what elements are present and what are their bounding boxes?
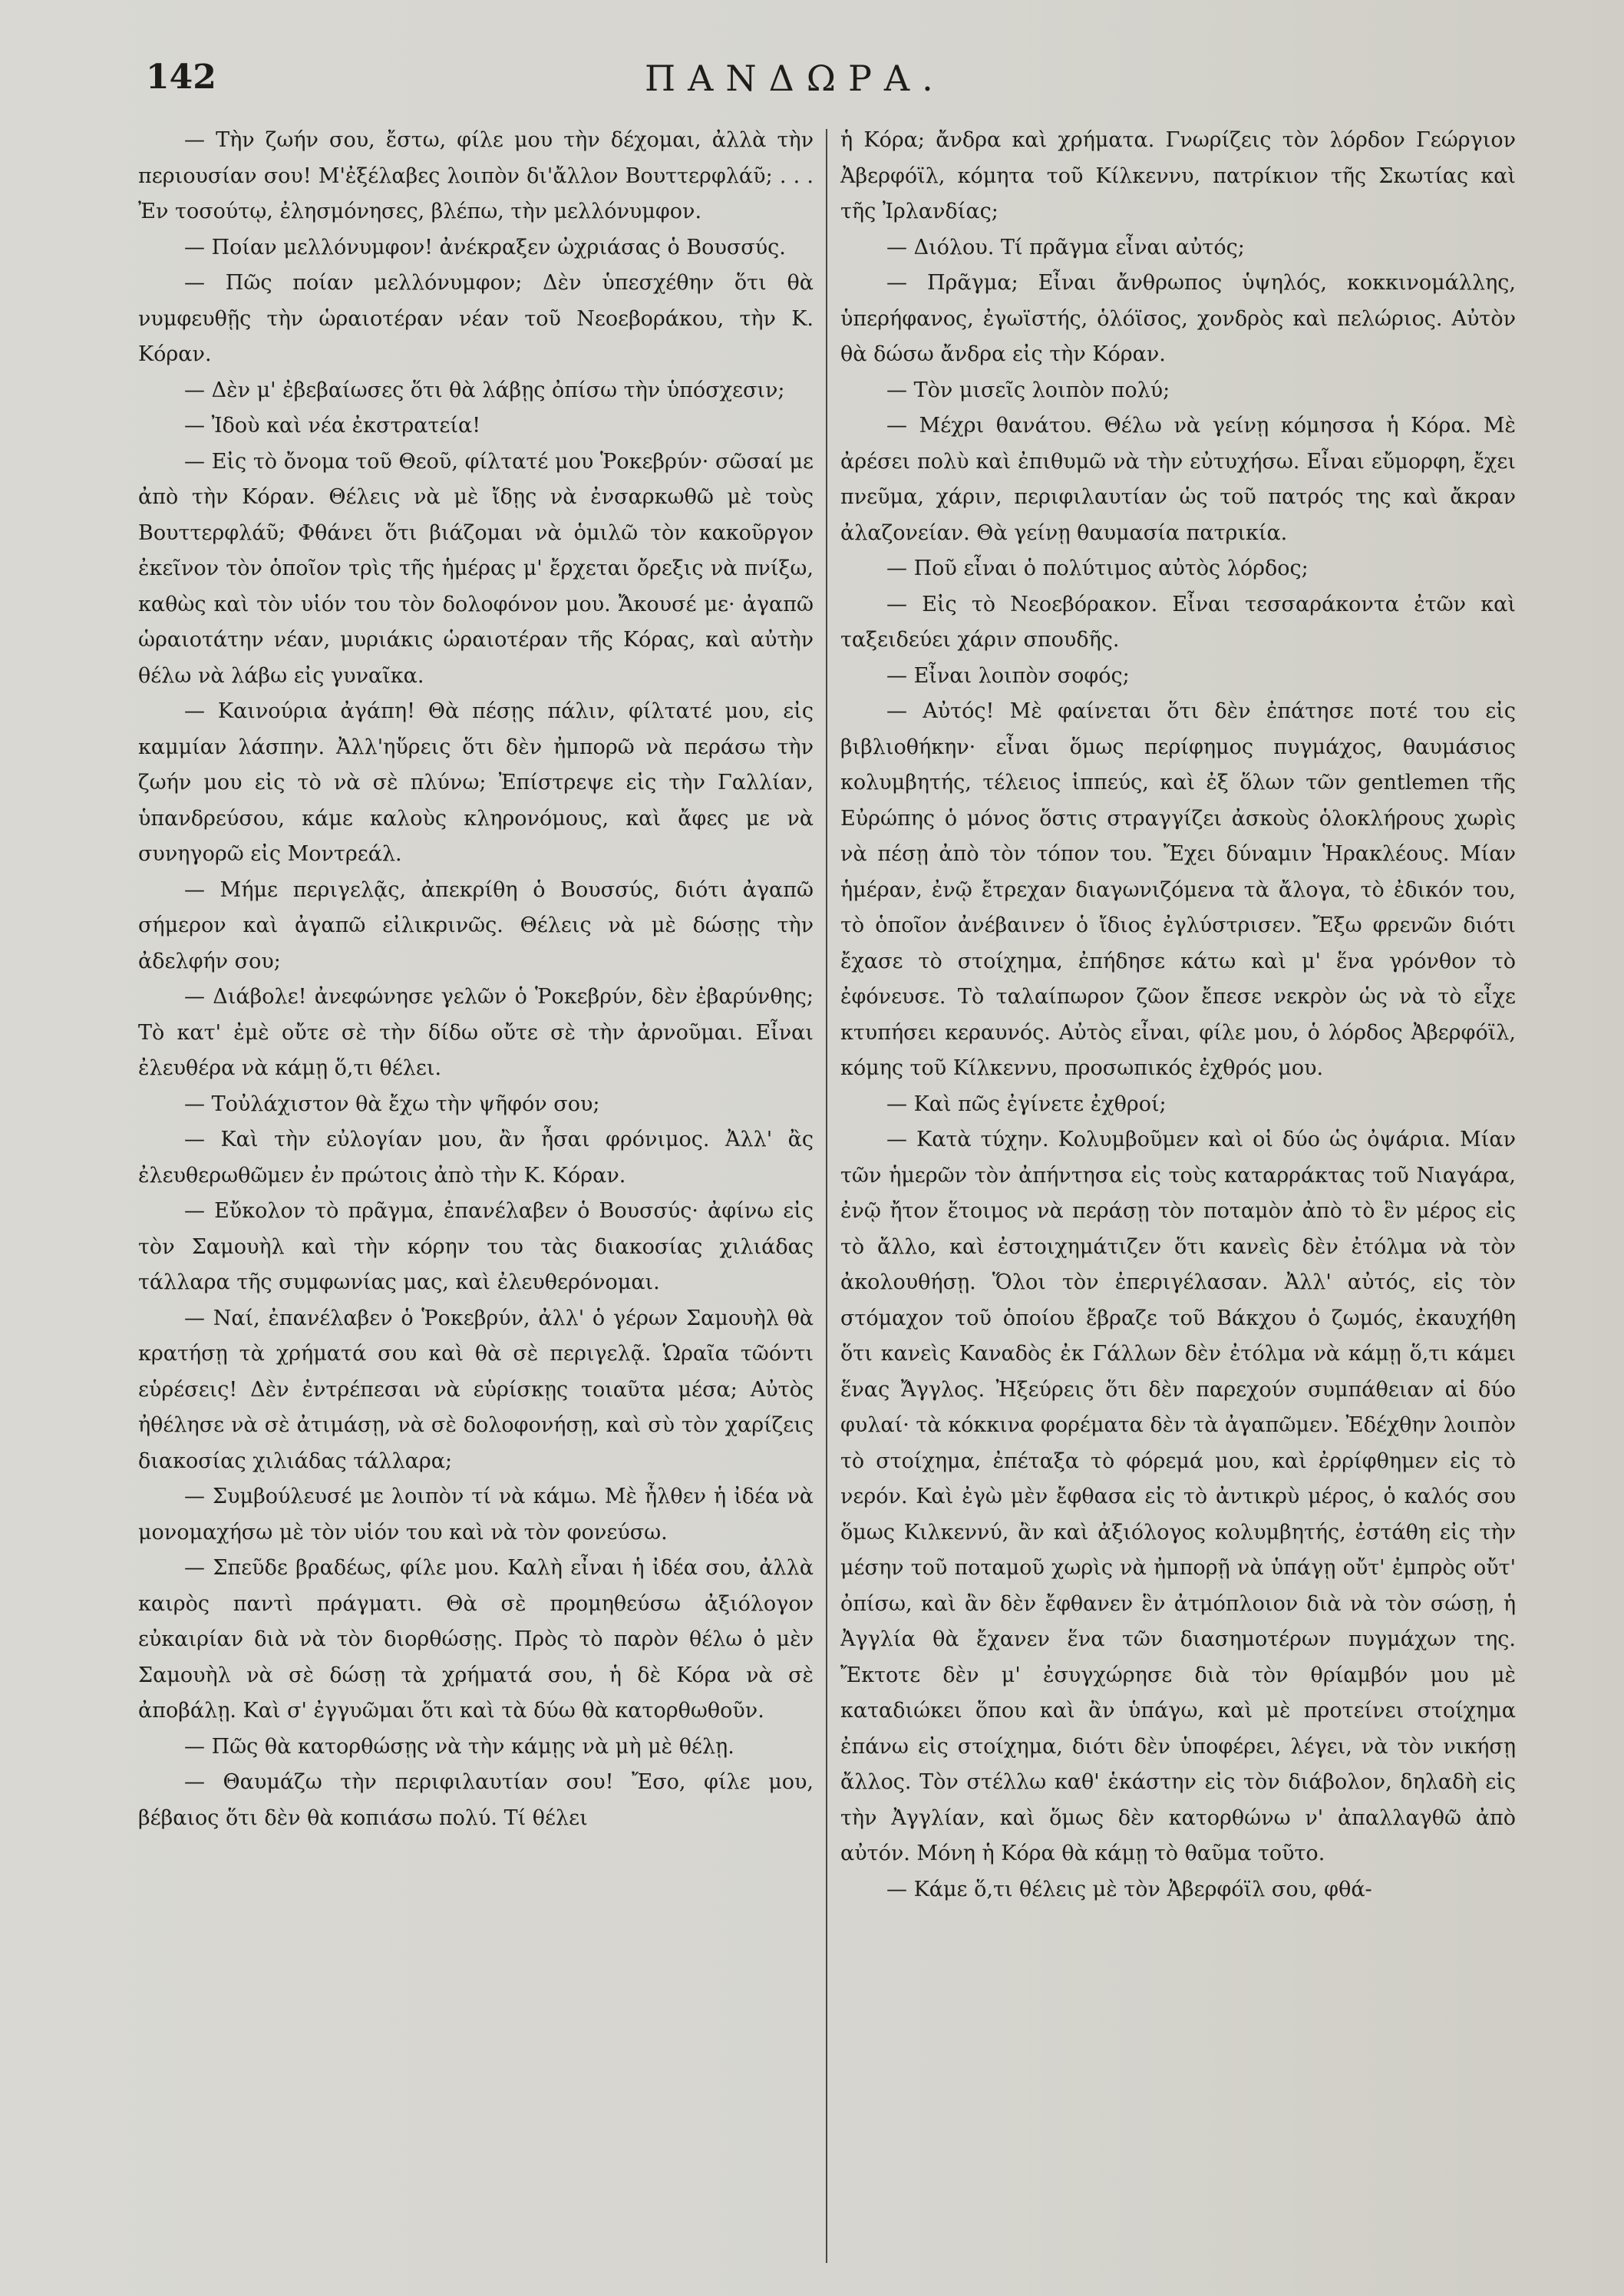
text-columns bbox=[138, 123, 1531, 2272]
paragraph: — Συμβούλευσέ με λοιπὸν τί νὰ κάμω. Μὲ ἦλθεν ἡ ἰδέα νὰ μονομαχήσω μὲ τὸν υἱόν του καὶ νὰ τὸν φονεύσω. bbox=[138, 1485, 814, 1544]
paragraph: — Θαυμάζω τὴν περιφιλαυτίαν σου! Ἔσο, φίλε μου, βέβαιος ὅτι δὲν θὰ κοπιάσω πολύ. Τί θέλει bbox=[138, 1770, 814, 1830]
right-column bbox=[840, 123, 1516, 2272]
paragraph: — Αὐτός! Μὲ φαίνεται ὅτι δὲν ἐπάτησε ποτέ του εἰς βιβλιοθήκην· εἶναι ὅμως περίφημος πυγμάχος, θαυμάσιος κολυμβητής, τέλειος ἱππεύς, καὶ ἐξ ὅλων τῶν gentlemen τῆς Εὐρώπης ὁ μόνος ὅστις στραγγίζει ἀσκοὺς ὁλοκλήρους χωρὶς νὰ πέσῃ ἀπὸ τὸν τόπον του. Ἔχει δύναμιν Ἡρακλέους. Μίαν ἡμέραν, ἐνῷ ἔτρεχαν διαγωνιζόμενα τὰ ἄλογα, τὸ ἐδικόν του, τὸ ὁποῖον ἀνέβαινεν ὁ ἴδιος ἐγλύστρισεν. Ἔξω φρενῶν διότι ἔχασε τὸ στοίχημα, ἐπήδησε κάτω καὶ μ' ἕνα γρόνθον τὸ ἐφόνευσε. Τὸ ταλαίπωρον ζῶον ἔπεσε νεκρὸν ὡς νὰ τὸ εἶχε κτυπήσει κεραυνός. Αὐτὸς εἶναι, φίλε μου, ὁ λόρδος Ἀβερφόϊλ, κόμης τοῦ Κίλκεννυ, προσωπικός ἐχθρός μου. bbox=[840, 699, 1516, 1080]
paragraph: ἡ Κόρα; ἄνδρα καὶ χρήματα. Γνωρίζεις τὸν λόρδον Γεώργιον Ἀβερφόϊλ, κόμητα τοῦ Κίλκεννυ, πατρίκιον τῆς Σκωτίας καὶ τῆς Ἰρλανδίας; bbox=[840, 128, 1516, 223]
paragraph: — Εὔκολον τὸ πρᾶγμα, ἐπανέλαβεν ὁ Βουσσύς· ἀφίνω εἰς τὸν Σαμουὴλ καὶ τὴν κόρην του τὰς διακοσίας χιλιάδας τάλλαρα τῆς συμφωνίας μας, καὶ ἐλευθερόνομαι. bbox=[138, 1199, 814, 1294]
paragraph: — Διόλου. Τί πρᾶγμα εἶναι αὐτός; bbox=[886, 235, 1245, 259]
paragraph: — Κάμε ὅ,τι θέλεις μὲ τὸν Ἀβερφόϊλ σου, φθά- bbox=[886, 1877, 1372, 1901]
page-header bbox=[146, 58, 1543, 111]
paragraph: — Τὸν μισεῖς λοιπὸν πολύ; bbox=[886, 378, 1170, 402]
paragraph: — Καινούρια ἀγάπη! Θὰ πέσῃς πάλιν, φίλτατέ μου, εἰς καμμίαν λάσπην. Ἀλλ'ηὕρεις ὅτι δὲν ἠμπορῶ νὰ περάσω τὴν ζωήν μου εἰς τὸ νὰ σὲ πλύνω; Ἐπίστρεψε εἰς τὴν Γαλλίαν, ὑπανδρεύσου, κάμε καλοὺς κληρονόμους, καὶ ἄφες με νὰ συνηγορῶ εἰς Μοντρεάλ. bbox=[138, 699, 814, 866]
paragraph: — Πρᾶγμα; Εἶναι ἄνθρωπος ὑψηλός, κοκκινομάλλης, ὑπερήφανος, ἐγωϊστής, ὁλόϊσος, χονδρὸς καὶ πελώριος. Αὐτὸν θὰ δώσω ἄνδρα εἰς τὴν Κόραν. bbox=[840, 271, 1516, 366]
paragraph: — Τοὐλάχιστον θὰ ἔχω τὴν ψῆφόν σου; bbox=[184, 1092, 600, 1116]
paragraph: — Δὲν μ' ἐβεβαίωσες ὅτι θὰ λάβῃς ὀπίσω τὴν ὑπόσχεσιν; bbox=[184, 378, 785, 402]
paragraph: — Τὴν ζωήν σου, ἔστω, φίλε μου τὴν δέχομαι, ἀλλὰ τὴν περιουσίαν σου! Μ'ἐξέλαβες λοιπὸν δι'ἄλλον Βουττερφλάῦ; . . . Ἐν τοσούτῳ, ἐλησμόνησες, βλέπω, τὴν μελλόνυμφον. bbox=[138, 128, 814, 223]
paragraph: — Διάβολε! ἀνεφώνησε γελῶν ὁ Ῥοκεβρύν, δὲν ἐβαρύνθης; Τὸ κατ' ἐμὲ οὔτε σὲ τὴν δίδω οὔτε σὲ τὴν ἀρνοῦμαι. Εἶναι ἐλευθέρα νὰ κάμῃ ὅ,τι θέλει. bbox=[138, 985, 814, 1080]
paragraph: — Ποῦ εἶναι ὁ πολύτιμος αὐτὸς λόρδος; bbox=[886, 557, 1309, 580]
paragraph: — Ναί, ἐπανέλαβεν ὁ Ῥοκεβρύν, ἀλλ' ὁ γέρων Σαμουὴλ θὰ κρατήσῃ τὰ χρήματά σου καὶ θὰ σὲ περιγελᾷ. Ὡραῖα τῶόντι εὑρέσεις! Δὲν ἐντρέπεσαι νὰ εὑρίσκῃς τοιαῦτα μέσα; Αὐτὸς ἠθέλησε νὰ σὲ ἀτιμάσῃ, νὰ σὲ δολοφονήσῃ, καὶ σὺ τὸν χαρίζεις διακοσίας χιλιάδας τάλλαρα; bbox=[138, 1306, 814, 1473]
running-title: ΠΑΝΔΩΡΑ. bbox=[645, 58, 946, 99]
paragraph: — Πῶς θὰ κατορθώσῃς νὰ τὴν κάμῃς νὰ μὴ μὲ θέλῃ. bbox=[184, 1734, 734, 1759]
paragraph: — Καὶ τὴν εὐλογίαν μου, ἂν ἦσαι φρόνιμος. Ἀλλ' ἂς ἐλευθερωθῶμεν ἐν πρώτοις ἀπὸ τὴν Κ. Κόραν. bbox=[138, 1128, 814, 1188]
paragraph: — Εἰς τὸ Νεοεβόρακον. Εἶναι τεσσαράκοντα ἐτῶν καὶ ταξειδεύει χάριν σπουδῆς. bbox=[840, 592, 1516, 652]
paragraph: — Ἰδοὺ καὶ νέα ἐκστρατεία! bbox=[184, 414, 481, 438]
paragraph: — Σπεῦδε βραδέως, φίλε μου. Καλὴ εἶναι ἡ ἰδέα σου, ἀλλὰ καιρὸς παντὶ πράγματι. Θὰ σὲ προμηθεύσω ἀξιόλογον εὐκαιρίαν διὰ νὰ τὸν διορθώσῃς. Πρὸς τὸ παρὸν θέλω ὁ μὲν Σαμουὴλ νὰ σὲ δώσῃ τὰ χρήματά σου, ἡ δὲ Κόρα νὰ σὲ ἀποβάλῃ. Καὶ σ' ἐγγυῶμαι ὅτι καὶ τὰ δύω θὰ κατορθωθοῦν. bbox=[138, 1556, 814, 1723]
paragraph: — Μέχρι θανάτου. Θέλω νὰ γείνῃ κόμησσα ἡ Κόρα. Μὲ ἀρέσει πολὺ καὶ ἐπιθυμῶ νὰ τὴν εὐτυχήσω. Εἶναι εὔμορφη, ἔχει πνεῦμα, χάριν, περιφιλαυτίαν ὡς τοῦ πατρός της καὶ ἄκραν ἀλαζονείαν. Θὰ γείνῃ θαυμασία πατρικία. bbox=[840, 414, 1516, 545]
paragraph: — Κατὰ τύχην. Κολυμβοῦμεν καὶ οἱ δύο ὡς ὀψάρια. Μίαν τῶν ἡμερῶν τὸν ἀπήντησα εἰς τοὺς καταρράκτας τοῦ Νιαγάρα, ἐνῷ ἤτον ἕτοιμος νὰ περάσῃ τὸν ποταμὸν ἀπὸ τὸ ἓν μέρος εἰς τὸ ἄλλο, καὶ ἐστοιχημάτιζεν ὅτι κανεὶς δὲν ἐτόλμα νὰ τὸν ἀκολουθήσῃ. Ὅλοι τὸν ἐπεριγέλασαν. Ἀλλ' αὐτός, εἰς τὸν στόμαχον τοῦ ὁποίου ἔβραζε τοῦ Βάκχου ὁ ζωμός, ἐκαυχήθη ὅτι κανεὶς Καναδὸς ἐκ Γάλλων δὲν ἐτόλμα νὰ κάμῃ ὅ,τι κάμει ἕνας Ἄγγλος. Ἠξεύρεις ὅτι δὲν παρεχούν συμπάθειαν αἱ δύο φυλαί· τὰ κόκκινα φορέματα δὲν τὰ ἀγαπῶμεν. Ἐδέχθην λοιπὸν τὸ στοίχημα, ἐπέταξα τὸ φόρεμά μου, καὶ ἐρρίφθημεν εἰς τὸ νερόν. Καὶ ἐγὼ μὲν ἔφθασα εἰς τὸ ἀντικρὺ μέρος, ὁ καλός σου ὅμως Κιλκεννύ, ἂν καὶ ἀξιόλογος κολυμβητής, ἐστάθη εἰς τὴν μέσην τοῦ ποταμοῦ χωρὶς νὰ ἠμπορῇ νὰ ὑπάγῃ οὔτ' ἐμπρὸς οὔτ' ὀπίσω, καὶ ἂν δὲν ἔφθανεν ἓν ἀτμόπλοιον διὰ νὰ τὸν σώσῃ, ἡ Ἀγγλία θὰ ἔχανεν ἕνα τῶν διασημοτέρων πυγμάχων της. Ἔκτοτε δὲν μ' ἐσυγχώρησε διὰ τὸν θρίαμβόν μου μὲ καταδιώκει ὅπου καὶ ἂν ὑπάγω, καὶ μὲ προτείνει στοίχημα ἐπάνω εἰς στοίχημα, διότι δὲν ὑποφέρει, λέγει, νὰ τὸν νικήσῃ ἄλλος. Τὸν στέλλω καθ' ἑκάστην εἰς τὸν διάβολον, δηλαδὴ εἰς τὴν Ἀγγλίαν, καὶ ὅμως δὲν κατορθώνω ν' ἀπαλλαγθῶ ἀπὸ αὐτόν. Μόνη ἡ Κόρα θὰ κάμῃ τὸ θαῦμα τοῦτο. bbox=[840, 1128, 1516, 1865]
page-number: 142 bbox=[146, 58, 216, 97]
left-column bbox=[138, 123, 814, 2272]
paragraph: — Ποίαν μελλόνυμφον! ἀνέκραξεν ὠχριάσας ὁ Βουσσύς. bbox=[184, 235, 786, 259]
column-divider bbox=[826, 129, 827, 2263]
paragraph: — Μήμε περιγελᾷς, ἀπεκρίθη ὁ Βουσσύς, διότι ἀγαπῶ σήμερον καὶ ἀγαπῶ εἰλικρινῶς. Θέλεις νὰ μὲ δώσῃς τὴν ἀδελφήν σου; bbox=[138, 877, 814, 973]
paragraph: — Εἶναι λοιπὸν σοφός; bbox=[886, 663, 1130, 688]
paragraph: — Πῶς ποίαν μελλόνυμφον; Δὲν ὑπεσχέθην ὅτι θὰ νυμφευθῇς τὴν ὡραιοτέραν νέαν τοῦ Νεοεβοράκου, τὴν Κ. Κόραν. bbox=[138, 271, 814, 366]
paragraph: — Εἰς τὸ ὄνομα τοῦ Θεοῦ, φίλτατέ μου Ῥοκεβρύν· σῶσαί με ἀπὸ τὴν Κόραν. Θέλεις νὰ μὲ ἴδῃς νὰ ἐνσαρκωθῶ μὲ τοὺς Βουττερφλάῦ; Φθάνει ὅτι βιάζομαι νὰ ὁμιλῶ τὸν κακοῦργον ἐκεῖνον τὸν ὁποῖον τρὶς τῆς ἡμέρας μ' ἔρχεται ὄρεξις νὰ πνίξω, καθὼς καὶ τὸν υἱόν του τὸν δολοφόνον μου. Ἄκουσέ με· ἀγαπῶ ὡραιοτάτην νέαν, μυριάκις ὡραιοτέραν τῆς Κόρας, καὶ αὐτὴν θέλω νὰ λάβω εἰς γυναῖκα. bbox=[138, 449, 814, 688]
paragraph: — Καὶ πῶς ἐγίνετε ἐχθροί; bbox=[886, 1092, 1167, 1116]
